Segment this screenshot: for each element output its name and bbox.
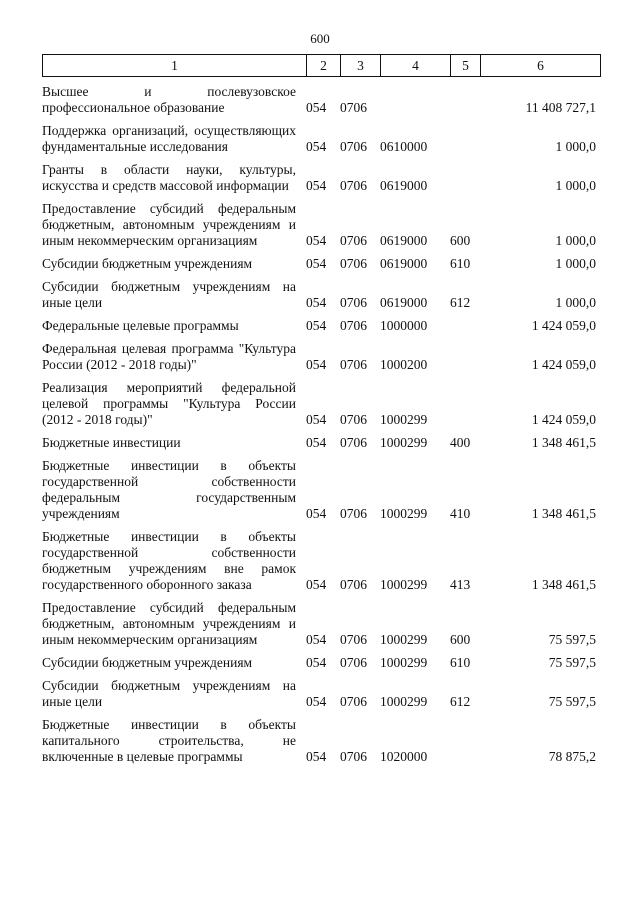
row-amount: 78 875,2 [548,749,596,764]
row-amount: 75 597,5 [548,694,596,709]
row-name: Субсидии бюджетным учреждениям на иные цели [42,279,296,310]
row-code-2: 054 [306,256,327,271]
row-code-4: 0619000 [380,178,428,193]
row-code-4: 1000299 [380,694,428,709]
table-row [42,458,600,529]
table-row [42,256,600,279]
row-code-5: 413 [450,577,471,592]
row-code-5: 612 [450,295,471,310]
row-code-3: 0706 [340,139,367,154]
row-code-2: 054 [306,412,327,427]
row-code-4: 1000000 [380,318,428,333]
row-amount: 1 348 461,5 [531,506,596,521]
column-header-6: 6 [481,55,601,77]
table-row [42,678,600,717]
row-amount: 1 348 461,5 [531,435,596,450]
row-code-5: 612 [450,694,471,709]
row-amount: 1 348 461,5 [531,577,596,592]
row-code-5: 410 [450,506,471,521]
row-code-3: 0706 [340,435,367,450]
row-name: Гранты в области науки, культуры, искусства и средств массовой информации [42,162,296,193]
table-row [42,123,600,162]
row-code-3: 0706 [340,256,367,271]
row-name: Федеральные целевые программы [42,318,239,333]
row-code-2: 054 [306,435,327,450]
row-code-3: 0706 [340,412,367,427]
row-code-4: 0619000 [380,295,428,310]
row-code-2: 054 [306,295,327,310]
row-code-2: 054 [306,749,327,764]
row-code-3: 0706 [340,295,367,310]
row-code-4: 1000200 [380,357,428,372]
row-name: Субсидии бюджетным учреждениям на иные цели [42,678,296,709]
row-code-4: 1000299 [380,632,428,647]
table-row [42,341,600,380]
row-code-4: 1000299 [380,412,428,427]
row-amount: 1 000,0 [555,233,596,248]
row-code-3: 0706 [340,655,367,670]
row-code-2: 054 [306,655,327,670]
row-name: Предоставление субсидий федеральным бюджетным, автономным учреждениям и иным некоммерческим организациям [42,201,296,248]
table-row [42,318,600,341]
row-amount: 1 424 059,0 [531,412,596,427]
row-code-4 [380,84,450,123]
row-code-5: 400 [450,435,471,450]
row-code-4: 1000299 [380,435,428,450]
row-amount: 75 597,5 [548,632,596,647]
row-code-4: 1000299 [380,577,428,592]
row-name: Предоставление субсидий федеральным бюджетным, автономным учреждениям и иным некоммерческим организациям [42,600,296,647]
row-code-2: 054 [306,318,327,333]
row-code-5: 610 [450,256,471,271]
row-amount: 1 000,0 [555,178,596,193]
table-row [42,717,600,772]
table-row [42,84,600,123]
table-row [42,162,600,201]
column-header-4: 4 [381,55,451,77]
row-code-3: 0706 [340,694,367,709]
row-code-2: 054 [306,577,327,592]
row-code-3: 0706 [340,632,367,647]
row-amount: 1 000,0 [555,139,596,154]
row-name: Высшее и послевузовское профессиональное образование [42,84,296,115]
row-code-5 [450,717,480,772]
page-number: 600 [310,31,330,46]
row-name: Реализация мероприятий федеральной целевой программы "Культура России (2012 - 2018 годы)" [42,380,296,427]
row-amount: 1 424 059,0 [531,318,596,333]
row-code-5 [450,380,480,435]
row-name: Субсидии бюджетным учреждениям [42,256,253,271]
table-row [42,655,600,678]
row-code-5: 610 [450,655,471,670]
row-amount: 11 408 727,1 [525,100,596,115]
row-code-3: 0706 [340,506,367,521]
row-name: Бюджетные инвестиции в объекты государственной собственности бюджетным учреждениям вне рамок государственного оборонного заказа [42,529,296,592]
column-header-1: 1 [43,55,307,77]
row-code-3: 0706 [340,233,367,248]
row-code-4: 0619000 [380,233,428,248]
table-row [42,435,600,458]
row-name: Бюджетные инвестиции [42,435,181,450]
row-code-2: 054 [306,233,327,248]
column-header-3: 3 [341,55,381,77]
row-code-5 [450,341,480,380]
row-amount: 1 000,0 [555,256,596,271]
column-header-row [43,55,601,77]
row-code-3: 0706 [340,178,367,193]
row-code-2: 054 [306,632,327,647]
row-code-4: 0619000 [380,256,428,271]
row-code-2: 054 [306,178,327,193]
row-code-3: 0706 [340,749,367,764]
row-amount: 1 000,0 [555,295,596,310]
row-code-5 [450,123,480,162]
row-name: Поддержка организаций, осуществляющих фундаментальные исследования [42,123,296,154]
table-row [42,279,600,318]
row-code-2: 054 [306,100,327,115]
row-code-5: 600 [450,632,471,647]
row-code-3: 0706 [340,577,367,592]
column-header-table [42,54,601,77]
row-code-2: 054 [306,139,327,154]
row-code-5 [450,318,480,341]
row-amount: 75 597,5 [548,655,596,670]
column-header-2: 2 [307,55,341,77]
row-code-4: 0610000 [380,139,428,154]
row-code-3: 0706 [340,318,367,333]
row-name: Субсидии бюджетным учреждениям [42,655,253,670]
budget-table [42,84,600,772]
row-code-2: 054 [306,694,327,709]
row-code-3: 0706 [340,357,367,372]
row-name: Бюджетные инвестиции в объекты капитального строительства, не включенные в целевые программы [42,717,296,764]
row-code-5 [450,162,480,201]
row-code-5: 600 [450,233,471,248]
row-code-5 [450,84,480,123]
row-name: Бюджетные инвестиции в объекты государственной собственности федеральным государственным учреждениям [42,458,296,521]
row-code-4: 1000299 [380,655,428,670]
table-row [42,380,600,435]
row-code-4: 1000299 [380,506,428,521]
row-code-2: 054 [306,506,327,521]
row-amount: 1 424 059,0 [531,357,596,372]
row-name: Федеральная целевая программа "Культура России (2012 - 2018 годы)" [42,341,296,372]
row-code-4: 1020000 [380,749,428,764]
column-header-5: 5 [451,55,481,77]
row-code-3: 0706 [340,100,367,115]
table-row [42,600,600,655]
row-code-2: 054 [306,357,327,372]
table-row [42,529,600,600]
table-row [42,201,600,256]
